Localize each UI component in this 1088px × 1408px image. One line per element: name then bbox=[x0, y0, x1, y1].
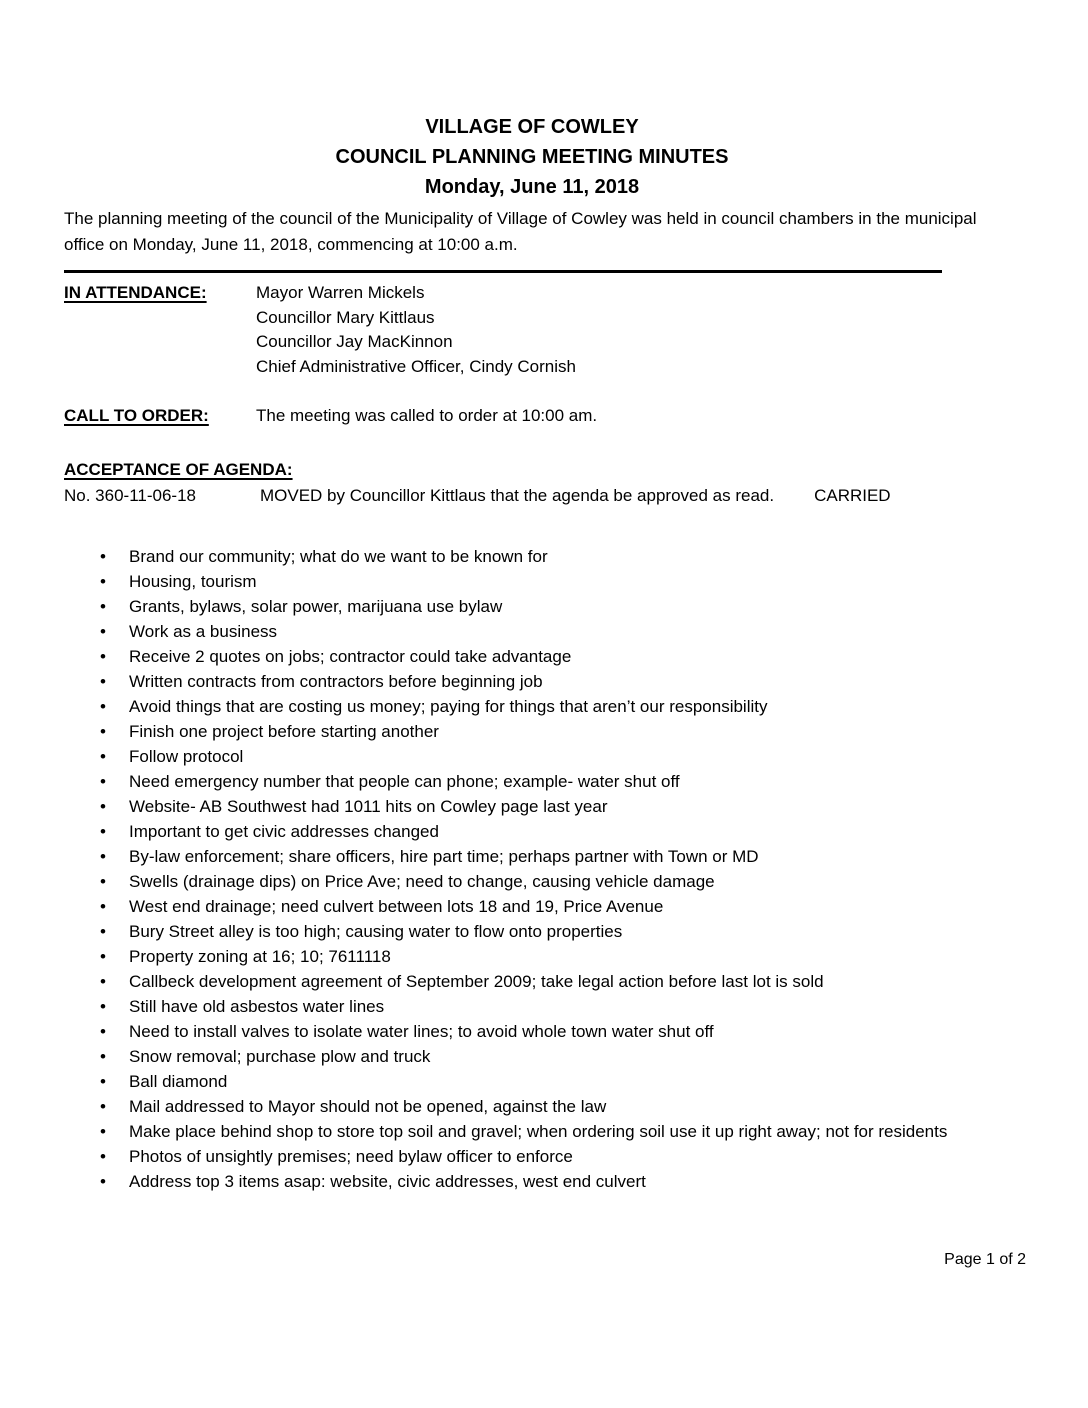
discussion-bullet-item bbox=[64, 619, 1004, 644]
bullet-text: Finish one project before starting another bbox=[129, 721, 439, 741]
attendee-item: Councillor Mary Kittlaus bbox=[256, 307, 435, 327]
call-to-order-section bbox=[64, 404, 1000, 429]
bullet-icon bbox=[100, 894, 106, 919]
bullet-text: Mail addressed to Mayor should not be opened, against the law bbox=[129, 1096, 607, 1116]
bullet-icon bbox=[100, 994, 106, 1019]
bullet-icon bbox=[100, 1169, 106, 1194]
acceptance-of-agenda-label: ACCEPTANCE OF AGENDA: bbox=[64, 459, 293, 479]
bullet-text: Photos of unsightly premises; need bylaw officer to enforce bbox=[129, 1146, 573, 1166]
bullet-text: Avoid things that are costing us money; paying for things that aren’t our responsibility bbox=[129, 696, 768, 716]
bullet-text: Website- AB Southwest had 1011 hits on Cowley page last year bbox=[129, 796, 608, 816]
bullet-icon bbox=[100, 919, 106, 944]
attendee-item: Chief Administrative Officer, Cindy Cornish bbox=[256, 356, 576, 376]
discussion-bullet-item bbox=[64, 894, 1004, 919]
bullet-icon bbox=[100, 544, 106, 569]
page-number: Page 1 of 2 bbox=[944, 1251, 1026, 1268]
title-line-document-type: COUNCIL PLANNING MEETING MINUTES bbox=[335, 146, 729, 168]
discussion-bullet-item bbox=[64, 694, 1004, 719]
discussion-bullet-item bbox=[64, 769, 1004, 794]
bullet-text: Written contracts from contractors before beginning job bbox=[129, 671, 543, 691]
motion-number: No. 360-11-06-18 bbox=[64, 485, 196, 505]
attendance-label: IN ATTENDANCE: bbox=[64, 283, 207, 302]
discussion-bullet-item bbox=[64, 669, 1004, 694]
call-to-order-label: CALL TO ORDER: bbox=[64, 406, 209, 425]
discussion-bullet-item bbox=[64, 1019, 1004, 1044]
attendee-item: Mayor Warren Mickels bbox=[256, 283, 425, 302]
bullet-icon bbox=[100, 569, 106, 594]
discussion-bullet-item bbox=[64, 869, 1004, 894]
bullet-icon bbox=[100, 819, 106, 844]
bullet-text: Follow protocol bbox=[129, 746, 244, 766]
bullet-icon bbox=[100, 594, 106, 619]
title-line-organization: VILLAGE OF COWLEY bbox=[425, 116, 639, 138]
bullet-icon bbox=[100, 769, 106, 794]
discussion-bullet-item bbox=[64, 794, 1004, 819]
intro-paragraph: The planning meeting of the council of the Municipality of Village of Cowley was held in council chambers in the municipal office on Monday, June 11, 2018, commencing at 10:00 a.m. bbox=[64, 209, 977, 254]
discussion-bullet-item bbox=[64, 1044, 1004, 1069]
attendance-list bbox=[256, 281, 1000, 379]
attendee-item: Councillor Jay MacKinnon bbox=[256, 332, 453, 351]
discussion-bullet-item bbox=[64, 744, 1004, 769]
discussion-bullet-item bbox=[64, 1144, 1004, 1169]
bullet-icon bbox=[100, 719, 106, 744]
bullet-icon bbox=[100, 744, 106, 769]
bullet-text: Still have old asbestos water lines bbox=[129, 996, 385, 1016]
motion-result: CARRIED bbox=[814, 485, 891, 505]
bullet-icon bbox=[100, 694, 106, 719]
discussion-bullet-item bbox=[64, 1169, 1004, 1194]
bullet-text: West end drainage; need culvert between lots 18 and 19, Price Avenue bbox=[129, 896, 664, 916]
discussion-bullet-item bbox=[64, 844, 1004, 869]
bullet-text: By-law enforcement; share officers, hire part time; perhaps partner with Town or MD bbox=[129, 846, 759, 866]
bullet-text: Property zoning at 16; 10; 7611118 bbox=[129, 946, 391, 966]
discussion-bullet-item bbox=[64, 719, 1004, 744]
bullet-icon bbox=[100, 1144, 106, 1169]
motion-text: MOVED by Councillor Kittlaus that the agenda be approved as read. bbox=[260, 485, 775, 505]
call-to-order-text: The meeting was called to order at 10:00 am. bbox=[256, 406, 598, 425]
discussion-bullet-item bbox=[64, 994, 1004, 1019]
bullet-icon bbox=[100, 969, 106, 994]
discussion-bullet-item bbox=[64, 1069, 1004, 1094]
bullet-icon bbox=[100, 1044, 106, 1069]
discussion-bullet-item bbox=[64, 919, 1004, 944]
acceptance-of-agenda-section bbox=[64, 457, 1000, 509]
discussion-bullet-list bbox=[64, 544, 1004, 1194]
horizontal-divider bbox=[64, 270, 942, 273]
bullet-text: Need to install valves to isolate water lines; to avoid whole town water shut off bbox=[129, 1021, 714, 1041]
discussion-bullet-item bbox=[64, 569, 1004, 594]
bullet-text: Ball diamond bbox=[129, 1071, 228, 1091]
bullet-icon bbox=[100, 944, 106, 969]
bullet-text: Callbeck development agreement of September 2009; take legal action before last lot is sold bbox=[129, 971, 824, 991]
discussion-bullet-item bbox=[64, 1119, 1004, 1144]
title-line-date: Monday, June 11, 2018 bbox=[424, 176, 640, 198]
bullet-text: Brand our community; what do we want to be known for bbox=[129, 546, 548, 566]
discussion-bullet-item bbox=[64, 1094, 1004, 1119]
agenda-motion-row bbox=[64, 483, 1000, 509]
attendance-section bbox=[64, 281, 1000, 379]
bullet-text: Address top 3 items asap: website, civic addresses, west end culvert bbox=[129, 1171, 646, 1191]
discussion-bullet-item bbox=[64, 544, 1004, 569]
discussion-bullet-item bbox=[64, 819, 1004, 844]
bullet-icon bbox=[100, 1069, 106, 1094]
document-title-block bbox=[64, 112, 1000, 202]
discussion-bullet-item bbox=[64, 594, 1004, 619]
bullet-icon bbox=[100, 1019, 106, 1044]
bullet-text: Swells (drainage dips) on Price Ave; need to change, causing vehicle damage bbox=[129, 871, 715, 891]
bullet-icon bbox=[100, 619, 106, 644]
bullet-text: Need emergency number that people can phone; example- water shut off bbox=[129, 771, 680, 791]
bullet-text: Bury Street alley is too high; causing water to flow onto properties bbox=[129, 921, 623, 941]
bullet-icon bbox=[100, 1119, 106, 1144]
discussion-bullet-item bbox=[64, 969, 1004, 994]
bullet-text: Grants, bylaws, solar power, marijuana use bylaw bbox=[129, 596, 503, 616]
bullet-text: Receive 2 quotes on jobs; contractor could take advantage bbox=[129, 646, 572, 666]
bullet-icon bbox=[100, 869, 106, 894]
bullet-text: Important to get civic addresses changed bbox=[129, 821, 439, 841]
discussion-bullet-item bbox=[64, 644, 1004, 669]
bullet-text: Housing, tourism bbox=[129, 571, 257, 591]
bullet-icon bbox=[100, 844, 106, 869]
bullet-text: Snow removal; purchase plow and truck bbox=[129, 1046, 431, 1066]
bullet-icon bbox=[100, 1094, 106, 1119]
bullet-text: Work as a business bbox=[129, 621, 278, 641]
discussion-bullet-item bbox=[64, 944, 1004, 969]
bullet-icon bbox=[100, 794, 106, 819]
bullet-icon bbox=[100, 669, 106, 694]
bullet-text: Make place behind shop to store top soil and gravel; when ordering soil use it up right away; not for residents bbox=[129, 1121, 948, 1141]
bullet-icon bbox=[100, 644, 106, 669]
